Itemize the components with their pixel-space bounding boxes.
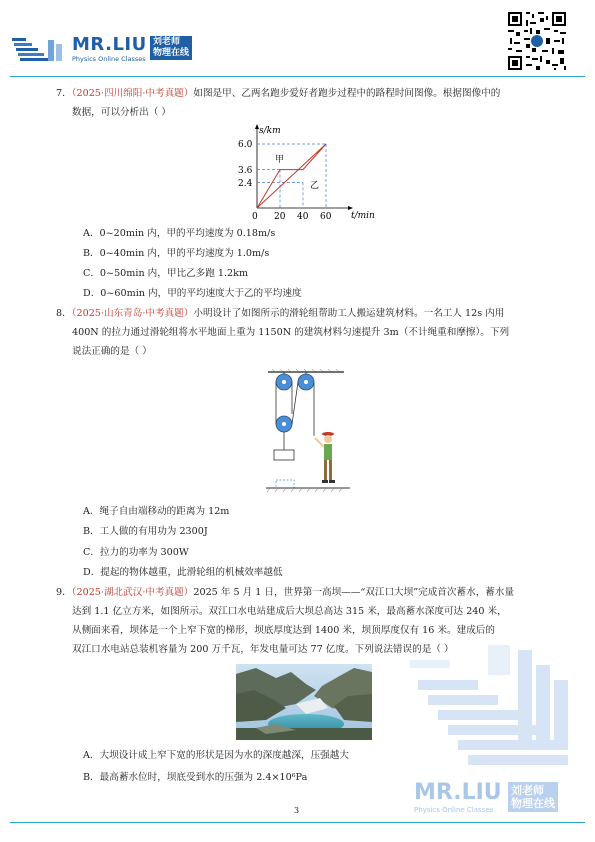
watermark-building-icon [408, 640, 578, 770]
q7-line2: 数据，可以分析出（ ） [72, 107, 171, 118]
q9-option-a: A．大坝设计成上窄下宽的形状是因为水的深度越深，压强越大 [83, 750, 349, 761]
q7-x-tick-0: 0 [252, 212, 258, 222]
q7-label-yi: 乙 [310, 181, 320, 191]
q8-text-1: 小明设计了如图所示的滑轮组帮助工人搬运建筑材料。一名工人 12s 内用 [193, 308, 505, 319]
q7-x-tick-60: 60 [320, 212, 332, 222]
q9-number: 9． [56, 587, 72, 598]
logo-cn-line2: 物理在线 [153, 48, 190, 58]
footer-rule [10, 822, 585, 823]
q7-line-yi [257, 144, 326, 208]
q7-number: 7． [56, 88, 72, 99]
q9-line3: 从侧面来看，坝体是一个上窄下宽的梯形，坝底厚度达到 1400 米，坝顶厚度仅有 16 米。建成后的 [72, 625, 495, 636]
q7-y-tick-2-4: 2.4 [238, 179, 253, 189]
q7-option-d: D．0~60min 内，甲的平均速度大于乙的平均速度 [83, 288, 302, 299]
q8-line1 [56, 306, 504, 321]
q9-text-1: 2025 年 5 月 1 日，世界第一高坝——“双江口大坝”完成首次蓄水，蓄水量 [193, 587, 515, 598]
q8-line2: 400N 的拉力通过滑轮组将水平地面上重为 1150N 的建筑材料匀速提升 3m（不计绳重和摩擦）。下列 [72, 327, 510, 338]
q7-source: （2025·四川绵阳·中考真题） [71, 88, 194, 99]
q9-source: （2025·湖北武汉·中考真题） [71, 587, 194, 598]
q8-option-b: B．工人做的有用功为 2300J [83, 526, 208, 537]
q8-option-a: A．绳子自由端移动的距离为 12m [83, 506, 230, 517]
q7-option-b: B．0~40min 内，甲的平均速度为 1.0m/s [83, 248, 270, 259]
watermark-cn-badge [508, 782, 558, 812]
watermark [408, 640, 588, 830]
q7-y-axis-label: s/km [259, 126, 281, 136]
q8-source: （2025·山东青岛·中考真题） [71, 308, 194, 319]
q9-dam-photo [236, 664, 372, 740]
q7-option-c: C．0~50min 内，甲比乙多跑 1.2km [83, 268, 249, 279]
watermark-logo-subtitle: Physics Online Classes [414, 806, 494, 814]
q7-y-tick-6: 6.0 [238, 140, 253, 150]
q9-line4: 双江口水电站总装机容量为 200 万千瓦，年发电量可达 77 亿度。下列说法错误的是（ ） [72, 644, 454, 655]
header-rule [10, 76, 585, 77]
logo-cn-line1: 刘老师 [153, 37, 181, 47]
watermark-logo-text: MR.LIU [414, 780, 502, 805]
logo-cn-badge [150, 36, 192, 60]
logo-building-icon [10, 36, 68, 64]
q8-pulley-figure [264, 368, 354, 498]
worker-icon [315, 432, 335, 483]
logo-text: MR.LIU [72, 34, 147, 55]
q7-distance-time-graph [228, 122, 388, 222]
q8-option-d: D．提起的物体越重，此滑轮组的机械效率越低 [83, 567, 283, 578]
q9-option-b: B．最高蓄水位时，坝底受到水的压强为 2.4×10⁶Pa [83, 772, 308, 783]
q7-x-tick-20: 20 [274, 212, 286, 222]
q8-option-c: C．拉力的功率为 300W [83, 547, 189, 558]
q7-x-tick-40: 40 [297, 212, 309, 222]
q7-x-axis-label: t/min [351, 211, 375, 221]
q9-line1 [56, 585, 514, 600]
q7-text-1: 如图是甲、乙两名跑步爱好者跑步过程中的路程时间图像。根据图像中的 [193, 88, 501, 99]
q7-y-tick-3-6: 3.6 [238, 166, 253, 176]
page-number: 3 [294, 806, 300, 815]
q8-number: 8． [56, 308, 72, 319]
logo-subtitle: Physics Online Classes [72, 55, 146, 63]
q7-line1 [56, 86, 500, 101]
q7-option-a: A．0~20min 内，甲的平均速度为 0.18m/s [83, 228, 276, 239]
q8-line3: 说法正确的是（ ） [72, 346, 152, 357]
header-logo [10, 36, 210, 64]
q9-line2: 达到 1.1 亿立方米，如图所示。双江口水电站建成后大坝总高达 315 米，最高蓄水深度可达 240 米， [72, 606, 507, 617]
q7-label-jia: 甲 [275, 155, 285, 165]
watermark-cn-line1: 刘老师 [511, 784, 544, 797]
watermark-cn-line2: 物理在线 [511, 797, 555, 810]
qr-code-icon [506, 10, 568, 72]
